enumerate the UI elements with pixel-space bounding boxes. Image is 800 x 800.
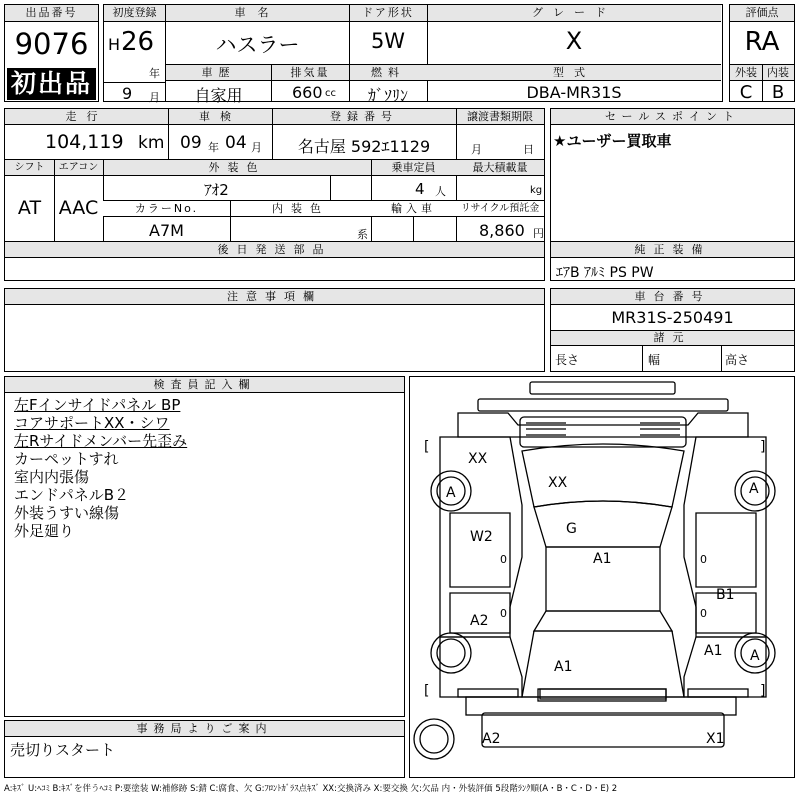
load-unit: kg [530,185,543,196]
note-line-8: 外足廻り [14,522,75,540]
sales-text: ★ユーザー買取車 [553,132,672,150]
car-name-label: 車名 [166,5,349,22]
chassis-box [550,288,795,372]
color-no-label: カラーNo. [103,201,230,217]
sales-label: セールスポイント [551,109,794,125]
details-box [4,108,545,242]
mark-fl-tire: A [446,485,456,501]
caution-box [4,288,545,372]
transfer-label: 譲渡書類期限 [456,109,544,125]
legend-text: A:ｷｽﾞ U:ﾍｺﾐ B:ｷｽﾞを伴うﾍｺﾐ P:要塗装 W:補修跡 S:錆 C:腐食、欠 G:ﾌﾛﾝﾄｶﾞﾗｽ点ｷｽﾞ XX:交換済み X:要交換 欠:欠品 内・外装評価 5段階ﾗﾝｸ順(A・B・C・D・E) 2 [4,784,618,794]
history: 自家用 [194,86,243,105]
rear-panel [466,697,736,715]
grade: X [565,27,583,55]
displacement: 660 [292,83,323,102]
mark-rr-tire: A [750,648,760,664]
door-label: ドア形状 [349,5,427,22]
mark-right-rear-quarter: A1 [704,643,723,659]
mark-fr-tire: A [749,481,759,497]
right-rear-trim [688,689,748,697]
score-label: 評価点 [730,5,794,22]
rear-bumper [482,713,724,747]
mark-roof-front: G [566,521,577,537]
ac: AAC [58,197,99,219]
damage-diagram [409,376,795,778]
front-bumper-shape [530,382,675,394]
equipment-text: ｴｱB ｱﾙﾐ PS PW [556,265,654,281]
mark-door-zero-4: 0 [700,607,707,620]
lot-box [4,4,99,102]
fuel: ｶﾞｿﾘﾝ [367,86,408,105]
later-parts-box [4,241,545,281]
left-rear-trim [458,689,518,697]
int-color-label: 内装色 [230,201,371,217]
displacement-label: 排気量 [271,65,349,81]
office-box [4,720,405,778]
exterior-grade: C [739,82,753,103]
mark-door-zero-1: 0 [500,553,507,566]
load-label: 最大積載量 [456,160,544,176]
note-line-7: 外装うすい線傷 [14,504,120,522]
bracket-right-top: ] [760,439,766,455]
inspector-label: 検査員記入欄 [5,377,404,393]
bracket-left-bottom: [ [424,683,430,699]
inspection-year-unit: 年 [208,141,219,154]
exterior-color: ｱｵ2 [204,181,229,199]
grade-label: グレード [427,5,721,22]
note-line-2: コアサポートXX・シワ [14,414,170,432]
capacity-label: 乗車定員 [371,160,456,176]
car-diagram-svg [410,377,794,777]
displacement-unit: cc [325,88,336,99]
mark-rear-right: X1 [706,731,725,747]
mark-right-rear-door: B1 [716,587,735,603]
mark-fl-inner: XX [468,451,488,467]
recycle-fee: 8,860 [479,221,525,240]
height-label: 高さ [725,353,750,367]
bracket-left-top: [ [424,439,430,455]
reg-month: 9 [122,84,133,103]
mark-rear-area: A1 [554,659,573,675]
hood-panel [522,444,684,507]
mark-door-zero-3: 0 [700,553,707,566]
transfer-month-unit: 月 [471,143,482,156]
color-number: A7M [149,221,184,240]
office-label: 事務局よりご案内 [5,721,404,737]
front-panel-shape [478,399,728,411]
score: RA [744,27,780,57]
note-line-1: 左Fインサイドパネル BP [14,396,181,414]
left-front-door-shape [450,513,510,587]
length-label: 長さ [555,353,580,367]
first-listing-badge: 初出品 [7,68,96,100]
rear-window [534,611,672,631]
mark-roof-center: A1 [593,551,612,567]
exterior-label: 外装 [730,65,762,81]
windshield [534,501,672,547]
int-color-unit: 系 [357,228,368,241]
history-label: 車歴 [166,65,271,81]
score-box [729,4,795,102]
mileage-label: 走行 [5,109,168,125]
right-front-door-shape [696,513,756,587]
model-code: DBA-MR31S [526,83,622,102]
transfer-day-unit: 日 [523,143,534,156]
interior-label: 内装 [762,65,794,81]
mark-left-rear-door: A2 [470,613,489,629]
chassis-number: MR31S-250491 [611,308,734,327]
import-label: 輸入車 [371,201,456,217]
capacity-unit: 人 [435,185,446,198]
note-line-5: 室内内張傷 [14,468,90,486]
mark-left-front-door: W2 [470,529,493,545]
office-text: 売切りスタート [10,741,116,759]
interior-grade: B [771,82,785,103]
bracket-right-bottom: ] [760,683,766,699]
inspector-box [4,376,405,717]
note-line-4: カーペットすれ [14,450,119,468]
shift: AT [17,197,42,219]
inspection-month: 04 [225,133,247,153]
door-shape: 5W [370,29,406,53]
reg-number: 名古屋 592ｴ1129 [297,137,431,156]
first-reg-label: 初度登録 [104,5,165,22]
year-unit: 年 [149,67,160,80]
chassis-label: 車台番号 [551,289,794,305]
mark-rear-left: A2 [482,731,501,747]
ac-label: エアコン [54,160,103,176]
mileage-unit: km [138,133,165,153]
lot-number: 9076 [14,27,89,61]
model-label: 型式 [427,65,721,81]
recycle-label: リサイクル預託金 [456,201,544,217]
mileage: 104,119 [45,131,124,153]
later-parts-label: 後日発送部品 [5,242,544,258]
dims-label: 諸元 [551,331,794,346]
era: H [108,35,121,54]
equipment-label: 純正装備 [551,242,794,258]
month-unit: 月 [149,91,160,104]
equipment-box [550,241,795,281]
inspection-label: 車検 [168,109,272,125]
model-box [166,4,723,105]
fuel-label: 燃料 [349,65,427,81]
note-line-6: エンドパネルB２ [14,486,129,504]
caution-label: 注意事項欄 [5,289,544,305]
first-reg-box [103,4,166,102]
recycle-unit: 円 [533,227,544,240]
car-name: ハスラー [215,33,300,57]
lot-label: 出品番号 [5,5,98,22]
sales-box [550,108,795,242]
hood-outline [520,417,686,447]
mark-hood: XX [548,475,568,491]
inspection-month-unit: 月 [251,141,262,154]
reg-year: 26 [121,27,155,57]
reg-no-label: 登録番号 [272,109,456,125]
capacity: 4 [415,180,425,198]
color-label: 外装色 [103,160,371,176]
mark-door-zero-2: 0 [500,607,507,620]
shift-label: シフト [5,160,54,176]
note-line-3: 左Rサイドメンバー先歪み [14,432,188,450]
rear-hatch [522,631,684,697]
width-label: 幅 [648,353,661,367]
inspection-year: 09 [180,133,202,153]
